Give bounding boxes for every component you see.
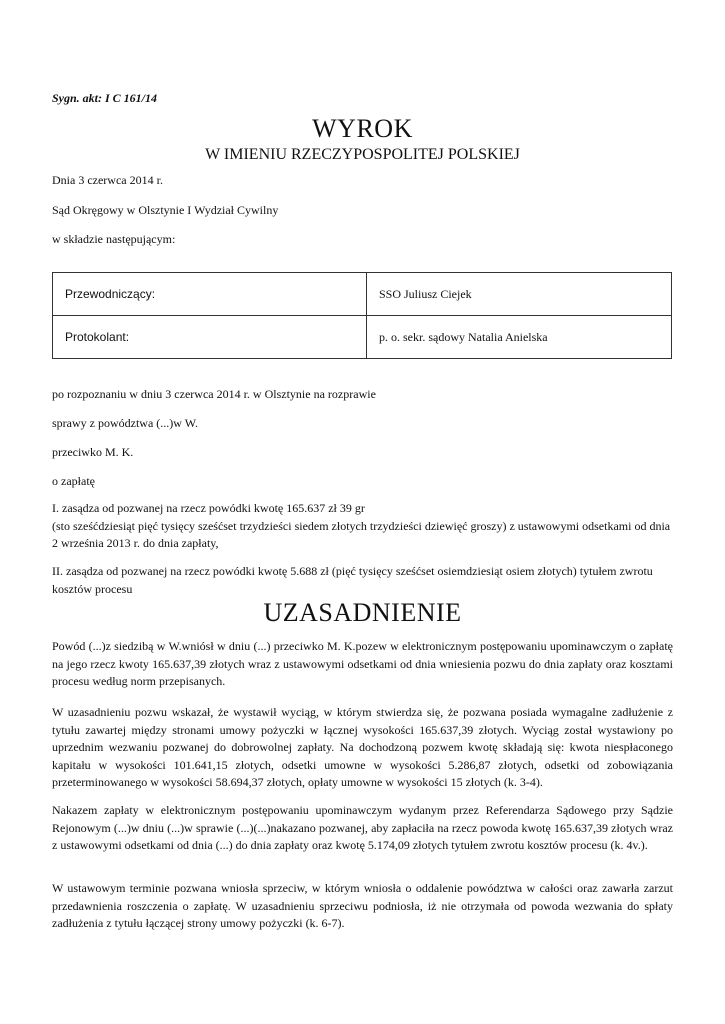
justification-paragraph: W ustawowym terminie pozwana wniosła sprzeciw, w którym wniosła o oddalenie powództwa w całości oraz zawarła zarzut przedawnienia roszczenia o zapłatę. W uzasadnieniu sprzeciwu podniosła, iż nie otrzymała od powoda wezwania do spłaty zadłużenia z tytułu łączącej strony umowy pożyczki (k. 6-7). bbox=[52, 881, 673, 930]
hearing-line: po rozpoznaniu w dniu 3 czerwca 2014 r. w Olsztynie na rozprawie bbox=[52, 387, 376, 401]
panel-name-cell: SSO Juliusz Ciejek bbox=[367, 273, 672, 316]
ruling-1 bbox=[52, 500, 673, 553]
document-title: WYROK bbox=[312, 114, 413, 143]
document-subtitle: W IMIENIU RZECZYPOSPOLITEJ POLSKIEJ bbox=[205, 146, 520, 163]
justification-heading: UZASADNIENIE bbox=[263, 598, 462, 627]
subject-line: o zapłatę bbox=[52, 474, 95, 488]
ruling-1-words: (sto sześćdziesiąt pięć tysięcy sześćset trzydzieści siedem złotych trzydzieści dziewięć groszy) z ustawowymi odsetkami od dnia 2 września 2013 r. do dnia zapłaty, bbox=[52, 518, 671, 550]
justification-paragraph: W uzasadnieniu pozwu wskazał, że wystawił wyciąg, w którym stwierdza się, że pozwana posiada wymagalne zadłużenie z tytułu zawartej między stronami umowy pożyczki w łącznej wysokości 165.637,39 złotych. Wyciąg został wystawiony po uprzednim wezwaniu pozwanej do dobrowolnej zapłaty. Na dochodzoną pozwem kwotę składają się: kwota niespłaconego kapitału w wysokości 101.641,15 złotych, odsetki umowne w wysokości 5.286,87 złotych, odsetki od zobowiązania przeterminowanego w wysokości 58.694,37 złotych, opłaty umowne w wysokości 15 złotych (k. 3-4). bbox=[52, 705, 673, 789]
court-panel-table bbox=[52, 272, 672, 359]
table-row bbox=[53, 273, 672, 316]
justification-paragraph: Powód (...)z siedzibą w W.wniósł w dniu (...) przeciwko M. K.pozew w elektronicznym postępowaniu upominawczym o zapłatę na jego rzecz kwoty 165.637,39 złotych wraz z ustawowymi odsetkami od dnia wniesienia pozwu do dnia zapłaty oraz kosztami procesu według norm przepisanych. bbox=[52, 639, 673, 688]
court-name: Sąd Okręgowy w Olsztynie I Wydział Cywilny bbox=[52, 203, 279, 217]
ruling-1-amount: I. zasądza od pozwanej na rzecz powódki kwotę 165.637 zł 39 gr bbox=[52, 501, 365, 515]
panel-role-cell: Przewodniczący: bbox=[53, 273, 367, 316]
panel-role-cell: Protokolant: bbox=[53, 316, 367, 359]
defendant-line: przeciwko M. K. bbox=[52, 445, 134, 459]
composition-label: w składzie następującym: bbox=[52, 232, 176, 246]
table-row bbox=[53, 316, 672, 359]
justification-paragraph: Nakazem zapłaty w elektronicznym postępowaniu upominawczym wydanym przez Referendarza Sądowego przy Sądzie Rejonowym (...)w dniu (...)w sprawie (...)(...)nakazano pozwanej, aby zapłaciła na rzecz powoda kwotę 165.637,39 złotych wraz z ustawowymi odsetkami od dnia (...) do dnia zapłaty oraz kwotę 5.174,09 złotych tytułem zwrotu kosztów procesu (k. 4v.). bbox=[52, 803, 673, 852]
panel-name-cell: p. o. sekr. sądowy Natalia Anielska bbox=[367, 316, 672, 359]
ruling-2: II. zasądza od pozwanej na rzecz powódki kwotę 5.688 zł (pięć tysięcy sześćset osiemdziesiąt osiem złotych) tytułem zwrotu kosztów procesu bbox=[52, 564, 653, 596]
judgment-date: Dnia 3 czerwca 2014 r. bbox=[52, 173, 163, 187]
plaintiff-line: sprawy z powództwa (...)w W. bbox=[52, 416, 198, 430]
case-reference: Sygn. akt: I C 161/14 bbox=[52, 91, 158, 105]
